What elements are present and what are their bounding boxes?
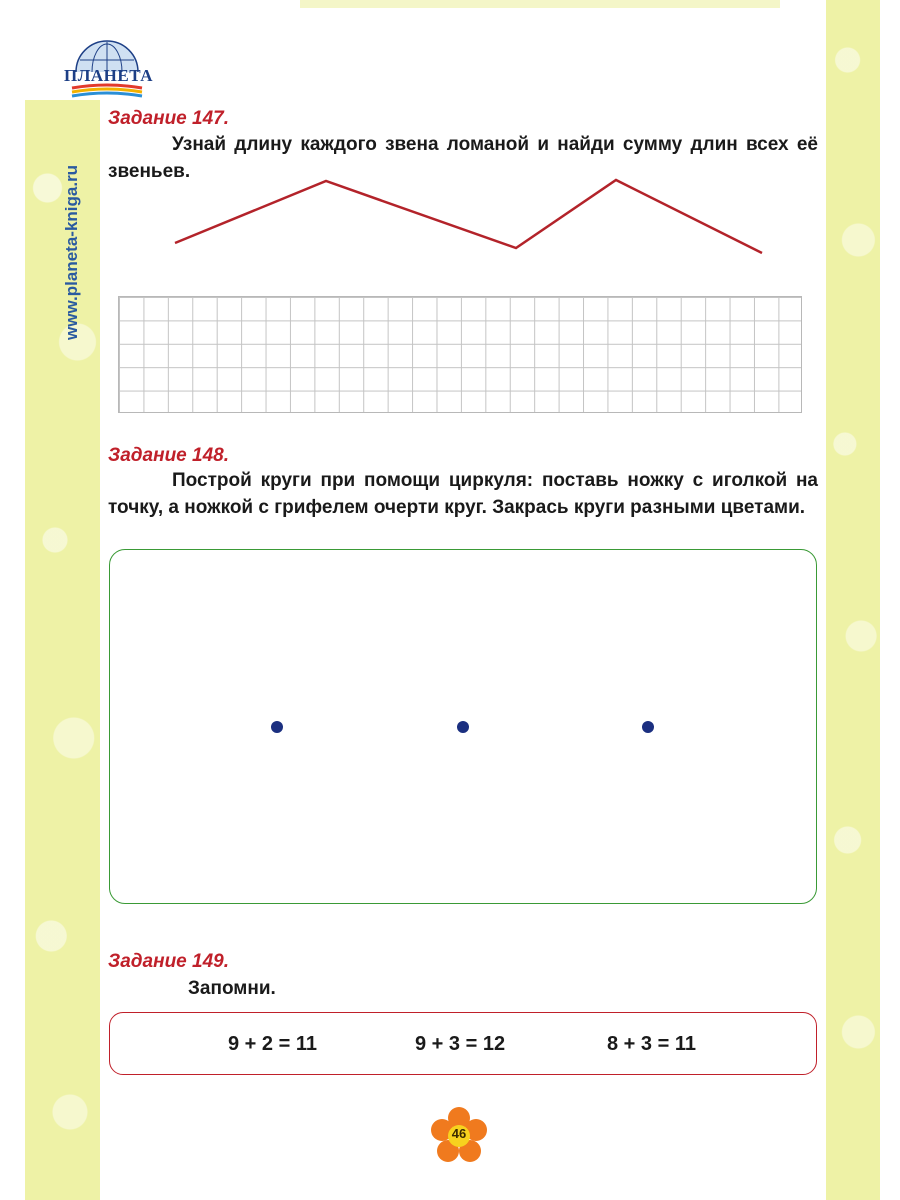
center-point-2 bbox=[457, 721, 469, 733]
page-number: 46 bbox=[451, 1126, 467, 1141]
equation-2: 9 + 3 = 12 bbox=[415, 1033, 506, 1055]
task-149-text: Запомни. bbox=[188, 978, 276, 999]
equation-3: 8 + 3 = 11 bbox=[607, 1033, 696, 1055]
task-149-title: Задание 149. bbox=[108, 951, 229, 972]
website-url[interactable]: www.planeta-kniga.ru bbox=[62, 164, 81, 340]
task-148-title: Задание 148. bbox=[108, 445, 229, 466]
task-147-text: Узнай длину каждого звена ломаной и найди сумму длин всех её звеньев. bbox=[108, 134, 818, 182]
task-148-text: Построй круги при помощи циркуля: поставь ножку с иголкой на точку, а ножкой с грифелем очерти круг. Закрась круги разными цветами. bbox=[108, 470, 818, 518]
task-147-title: Задание 147. bbox=[108, 108, 229, 129]
center-point-3 bbox=[642, 721, 654, 733]
equation-1: 9 + 2 = 11 bbox=[228, 1033, 317, 1055]
answer-grid[interactable] bbox=[118, 296, 802, 413]
logo-text: ПЛАНЕТА bbox=[64, 66, 153, 85]
broken-line bbox=[0, 0, 900, 300]
center-point-1 bbox=[271, 721, 283, 733]
